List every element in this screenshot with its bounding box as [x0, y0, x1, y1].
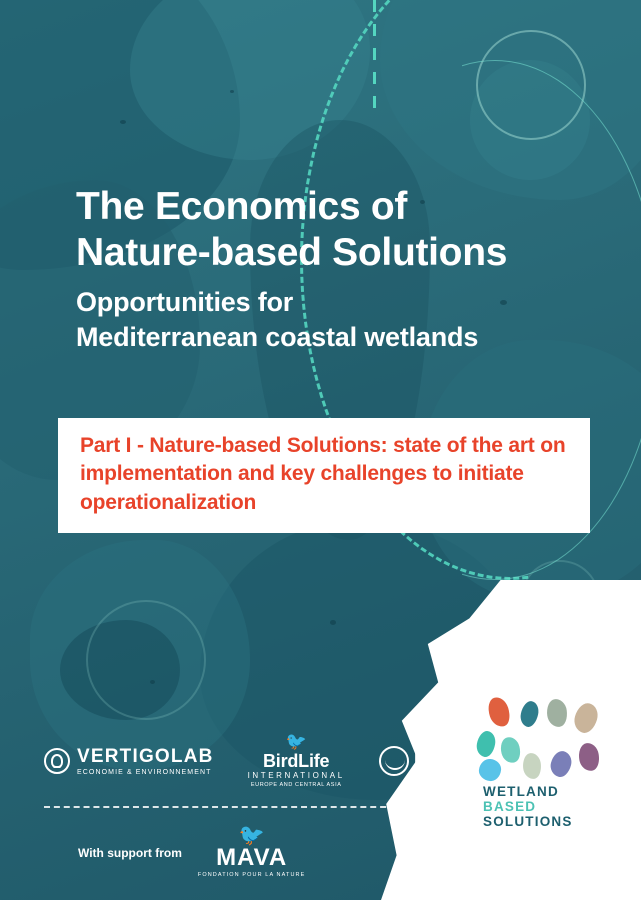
birdlife-region: EUROPE AND CENTRAL ASIA — [250, 782, 342, 789]
speckle — [230, 90, 234, 93]
title-line-2: Nature-based Solutions — [76, 230, 508, 274]
support-row — [78, 824, 306, 878]
pebble — [485, 695, 513, 730]
page-title — [76, 184, 616, 275]
bird-icon: 🐦 — [238, 824, 265, 847]
page-subtitle — [76, 285, 616, 354]
decorative-ring — [86, 600, 206, 720]
wetland-line-2: BASED — [483, 799, 537, 815]
pebble — [498, 736, 523, 766]
title-line-1: The Economics of — [76, 185, 408, 228]
speckle — [150, 680, 155, 684]
subtitle-line-2: Mediterranean coastal wetlands — [76, 321, 479, 352]
partner-logo-row — [44, 730, 468, 792]
pebble — [548, 749, 574, 779]
pebble — [522, 753, 543, 781]
bird-icon: 🐦 — [285, 732, 307, 752]
cover-title-block — [76, 184, 616, 354]
vertigolab-tagline: ECONOMIE & ENVIRONNEMENT — [77, 768, 212, 776]
birdlife-sub: INTERNATIONAL — [247, 771, 345, 781]
birdlife-name: BirdLife — [262, 751, 330, 772]
mava-name: MAVA — [216, 843, 288, 871]
mava-tagline: FONDATION POUR LA NATURE — [197, 871, 306, 878]
pebble — [571, 701, 600, 736]
subtitle-line-1: Opportunities for — [76, 287, 294, 318]
birdlife-logo — [248, 733, 345, 789]
wetland-line-3: SOLUTIONS — [483, 814, 573, 830]
speckle — [330, 620, 336, 625]
pebble — [475, 730, 497, 759]
part-banner — [58, 418, 590, 533]
mava-logo — [197, 824, 306, 878]
iucn-name: IUCN — [413, 749, 468, 772]
speckle — [120, 120, 126, 124]
support-label: With support from — [78, 846, 182, 861]
vertigolab-name: VERTIGOLAB — [77, 745, 214, 767]
part-banner-text: Part I - Nature-based Solutions: state of the art on implementation and key challenges to initiate operationalization — [80, 434, 566, 514]
iucn-logo — [379, 746, 467, 776]
pebble-cluster — [477, 697, 607, 783]
pebble — [478, 758, 502, 782]
wetland-line-1: WETLAND — [483, 784, 559, 800]
vertigolab-logo — [44, 747, 214, 776]
wetland-logo-text — [477, 785, 607, 830]
wetland-based-solutions-logo — [477, 697, 607, 830]
iucn-circle-icon — [379, 746, 409, 776]
dashed-divider — [44, 806, 396, 808]
lightbulb-circle-icon — [44, 748, 70, 774]
pebble — [518, 700, 540, 729]
pebble — [577, 742, 602, 773]
dashed-line-decoration — [373, 0, 376, 120]
pebble — [545, 698, 569, 729]
